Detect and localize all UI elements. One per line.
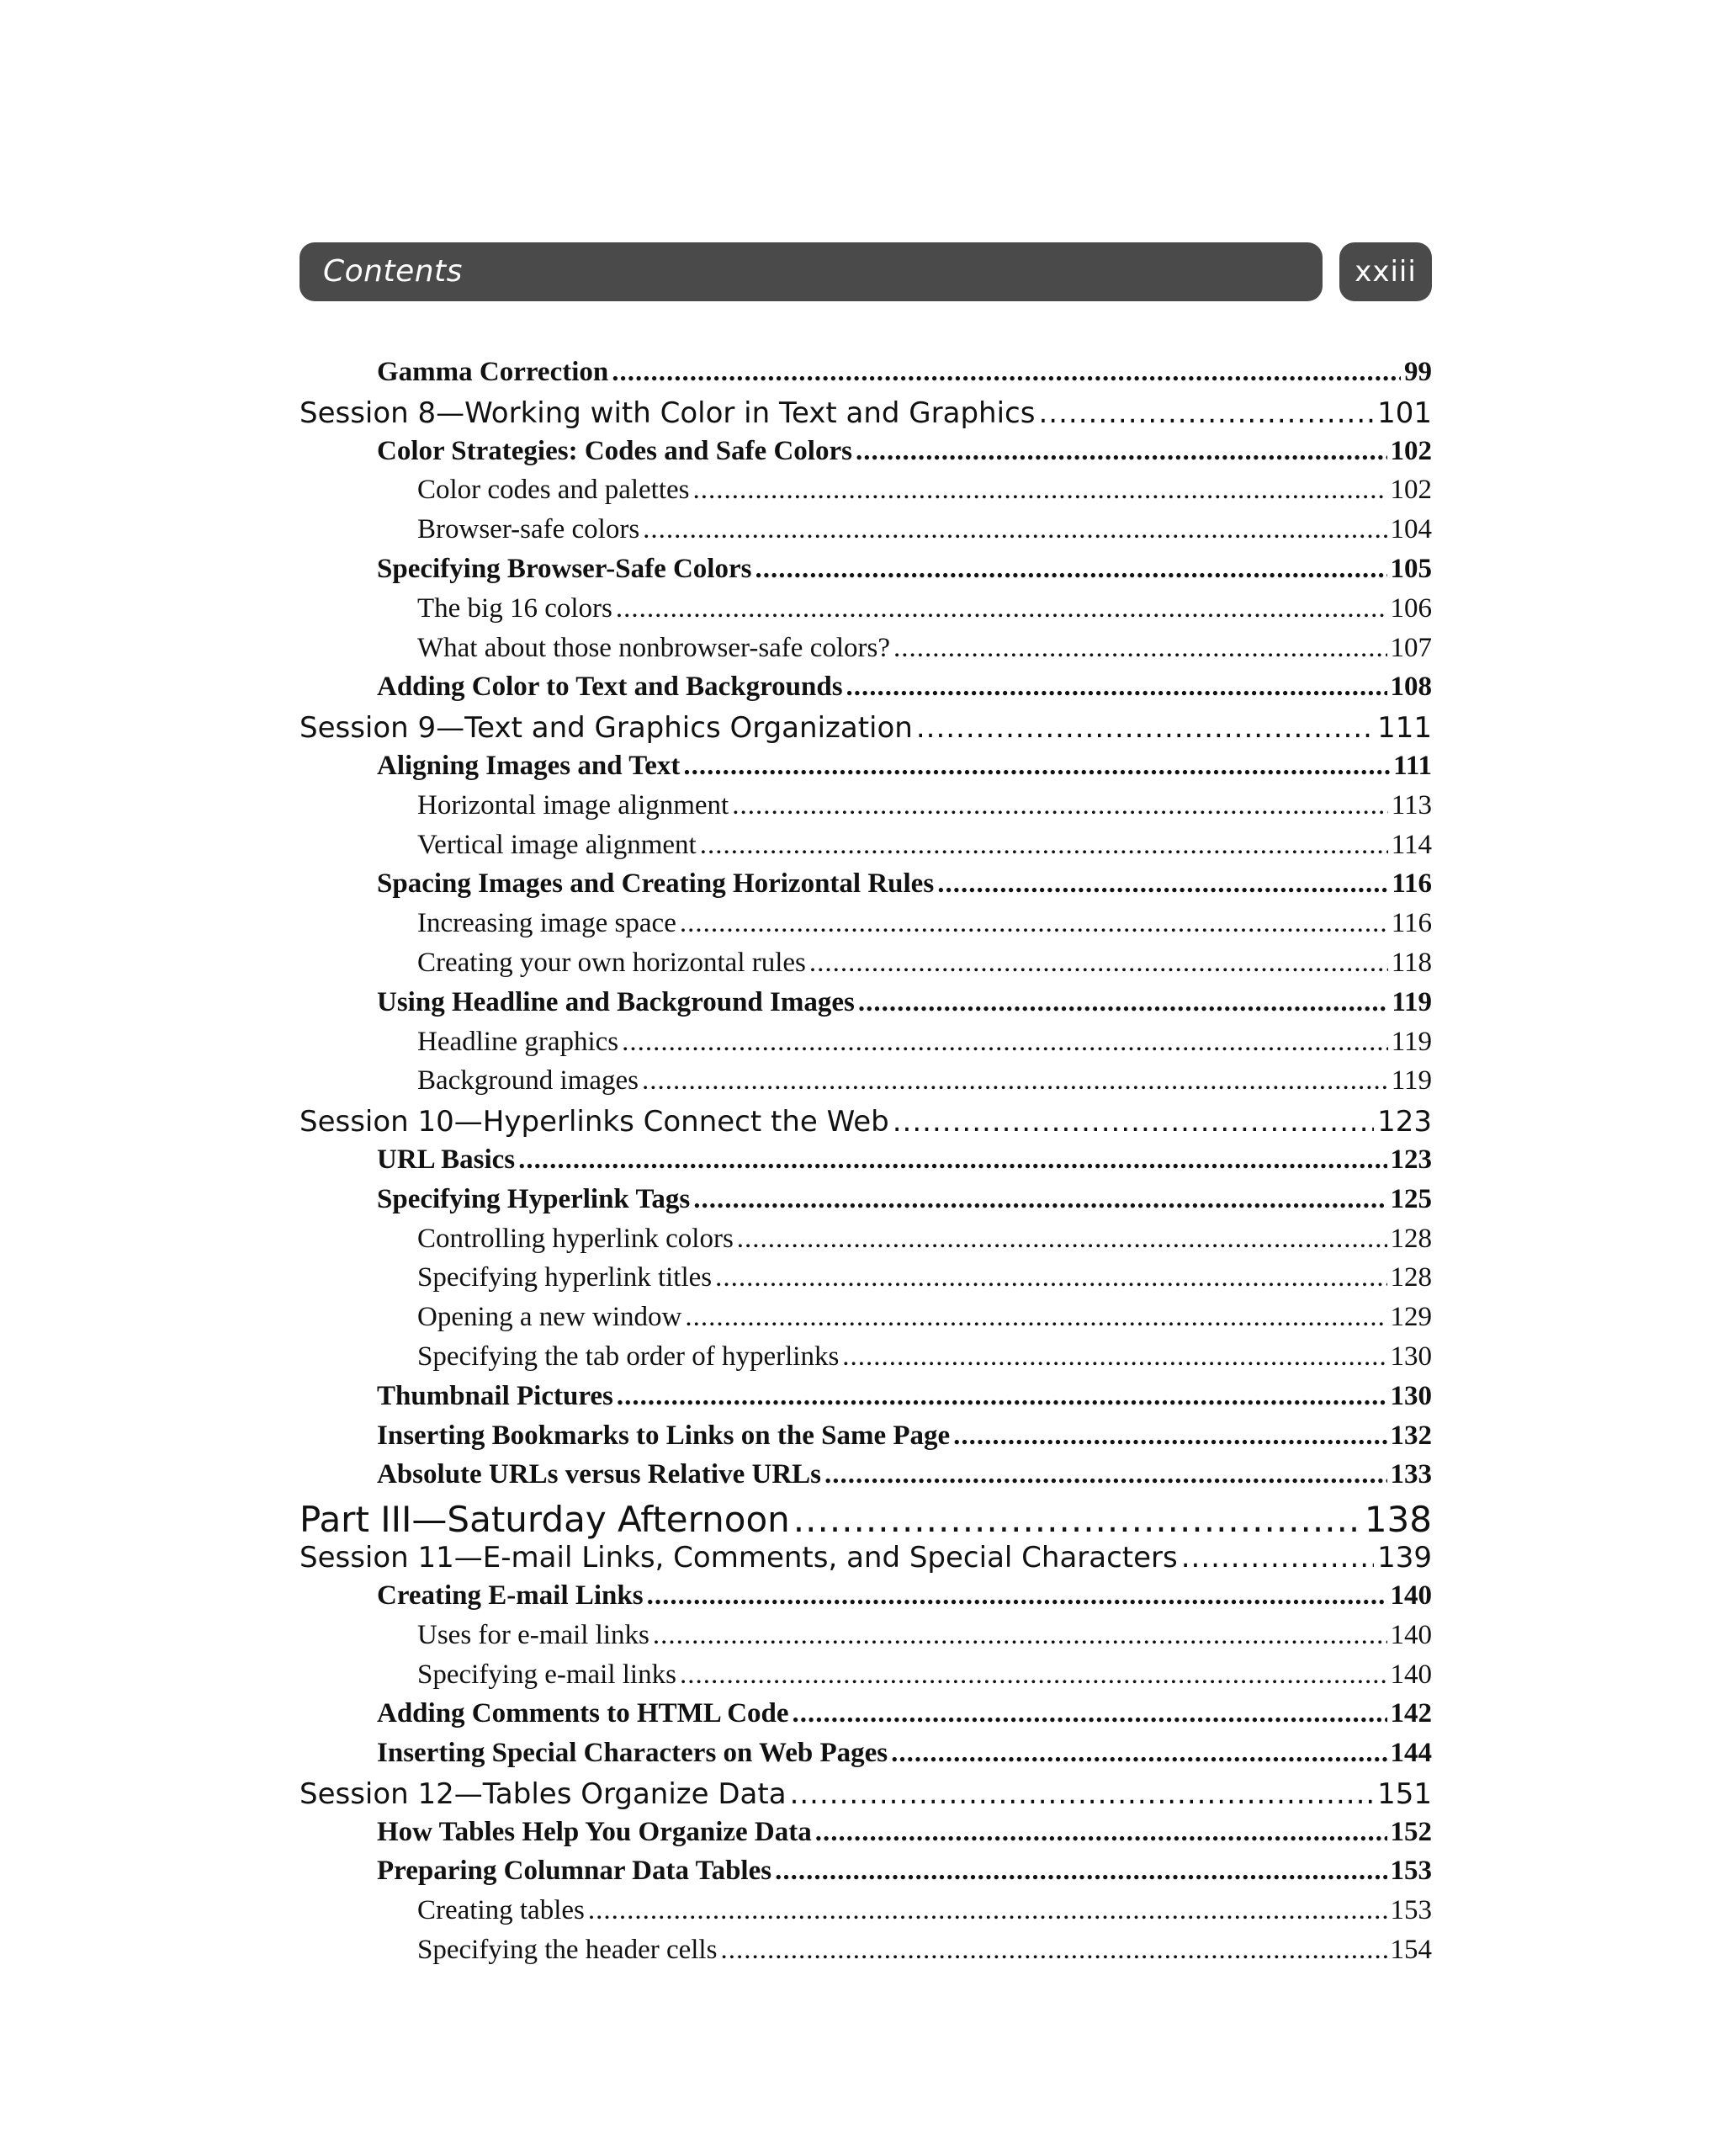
toc-entry-page: 118 [1391, 947, 1432, 978]
toc-entry [300, 987, 1432, 1027]
toc-entry-page: 113 [1391, 789, 1432, 820]
toc-entry-title: Adding Color to Text and Backgrounds [377, 672, 843, 703]
dot-leader [937, 868, 1388, 900]
toc-entry-page: 106 [1390, 592, 1432, 624]
toc-entry-page: 102 [1390, 435, 1432, 466]
toc-entry-title: The big 16 colors [417, 592, 612, 624]
dot-leader [916, 711, 1374, 745]
dot-leader [893, 1105, 1374, 1139]
toc-entry-title: Using Headline and Background Images [377, 986, 855, 1017]
toc-entry [300, 868, 1432, 908]
toc-entry-title: Specifying the header cells [417, 1935, 718, 1966]
dot-leader [953, 1421, 1386, 1452]
dot-leader [653, 1620, 1387, 1651]
toc-entry-title: Absolute URLs versus Relative URLs [377, 1459, 821, 1490]
toc-entry-title: Session 11—E-mail Links, Comments, and Special Characters [300, 1541, 1178, 1575]
toc-entry-title: Preparing Columnar Data Tables [377, 1856, 772, 1887]
toc-entry-page: 123 [1390, 1144, 1432, 1175]
toc-entry [300, 554, 1432, 593]
dot-leader [617, 1381, 1387, 1412]
toc-entry [300, 908, 1432, 948]
header-page-number: xxiii [1339, 242, 1432, 301]
toc-entry [300, 1895, 1432, 1935]
toc-entry-page: 123 [1377, 1105, 1432, 1139]
toc-entry [300, 1105, 1432, 1144]
toc-entry-page: 99 [1404, 357, 1432, 387]
dot-leader [693, 475, 1387, 506]
toc-entry-title: Inserting Special Characters on Web Pages [377, 1738, 888, 1769]
toc-entry-title: Increasing image space [417, 908, 676, 939]
toc-entry-title: Specifying e-mail links [417, 1659, 676, 1690]
toc-entry-page: 139 [1377, 1541, 1432, 1575]
dot-leader [775, 1856, 1386, 1887]
dot-leader [891, 1738, 1386, 1769]
dot-leader [685, 1302, 1386, 1333]
toc-entry-title: Creating tables [417, 1895, 585, 1926]
toc-entry [300, 751, 1432, 790]
toc-entry [300, 475, 1432, 514]
toc-entry-title: What about those nonbrowser-safe colors? [417, 632, 890, 663]
toc-entry-title: Specifying Browser-Safe Colors [377, 553, 752, 584]
dot-leader [715, 1262, 1386, 1293]
dot-leader [824, 1459, 1387, 1490]
toc-entry [300, 1184, 1432, 1224]
toc-entry-page: 130 [1390, 1341, 1432, 1372]
dot-leader [683, 751, 1390, 782]
toc-entry-title: Creating your own horizontal rules [417, 947, 806, 978]
toc-entry [300, 1580, 1432, 1620]
toc-entry-page: 153 [1390, 1856, 1432, 1887]
toc-entry-page: 128 [1390, 1262, 1432, 1293]
toc-entry-title: Opening a new window [417, 1302, 682, 1333]
toc-entry-page: 140 [1390, 1619, 1432, 1650]
toc-entry-title: Gamma Correction [377, 357, 609, 387]
toc-entry [300, 436, 1432, 475]
toc-entry-title: Horizontal image alignment [417, 789, 729, 820]
toc-entry [300, 1027, 1432, 1066]
dot-leader [858, 987, 1388, 1018]
toc-entry-page: 144 [1390, 1738, 1432, 1769]
toc-entry-page: 128 [1390, 1223, 1432, 1254]
dot-leader [809, 948, 1388, 979]
toc-entry-page: 102 [1390, 475, 1432, 506]
dot-leader [643, 514, 1386, 545]
toc-entry-page: 114 [1391, 829, 1432, 860]
dot-leader [612, 357, 1401, 388]
toc-entry [300, 1224, 1432, 1263]
toc-entry-title: Aligning Images and Text [377, 750, 681, 781]
dot-leader [518, 1144, 1386, 1176]
toc-entry-title: Headline graphics [417, 1026, 619, 1057]
toc-entry-page: 133 [1390, 1459, 1432, 1490]
toc-entry-page: 111 [1393, 750, 1432, 781]
toc-entry-title: Spacing Images and Creating Horizontal Rules [377, 868, 935, 900]
toc-entry [300, 1421, 1432, 1460]
toc-entry-page: 130 [1390, 1380, 1432, 1411]
dot-leader [856, 436, 1387, 467]
dot-leader [647, 1580, 1387, 1612]
header-bar [300, 242, 1323, 301]
toc-entry-title: Part III—Saturday Afternoon [300, 1499, 790, 1541]
toc-entry [300, 1499, 1432, 1541]
toc-entry-page: 153 [1390, 1895, 1432, 1926]
toc-entry [300, 1459, 1432, 1499]
dot-leader [793, 1698, 1387, 1729]
dot-leader [1181, 1541, 1374, 1575]
dot-leader [842, 1341, 1386, 1373]
toc-entry-title: Thumbnail Pictures [377, 1380, 613, 1411]
dot-leader [815, 1817, 1387, 1848]
toc-entry-page: 119 [1392, 986, 1432, 1017]
dot-leader [588, 1895, 1387, 1926]
dot-leader [790, 1777, 1375, 1811]
toc-entry [300, 1698, 1432, 1738]
toc-entry-title: Specifying Hyperlink Tags [377, 1183, 691, 1214]
dot-leader [693, 1184, 1386, 1215]
toc-entry [300, 1935, 1432, 1974]
toc-entry [300, 1817, 1432, 1856]
toc-entry [300, 1541, 1432, 1580]
dot-leader [755, 554, 1386, 585]
toc-entry-page: 101 [1377, 396, 1432, 430]
toc-entry-page: 154 [1390, 1935, 1432, 1966]
dot-leader [737, 1224, 1387, 1255]
toc-entry-title: Controlling hyperlink colors [417, 1223, 734, 1254]
toc-entry-page: 142 [1390, 1698, 1432, 1729]
toc-entry [300, 1262, 1432, 1302]
toc-entry [300, 948, 1432, 987]
toc-entry [300, 514, 1432, 554]
toc-entry-page: 140 [1390, 1580, 1432, 1611]
toc-entry [300, 1065, 1432, 1105]
toc-entry [300, 593, 1432, 633]
toc-entry-title: Color Strategies: Codes and Safe Colors [377, 435, 852, 466]
toc-entry-title: Specifying the tab order of hyperlinks [417, 1341, 840, 1372]
toc-entry [300, 357, 1432, 396]
toc-entry [300, 1777, 1432, 1817]
toc-entry [300, 633, 1432, 672]
dot-leader [700, 830, 1388, 861]
toc-entry-title: Adding Comments to HTML Code [377, 1698, 789, 1729]
toc-entry-title: Specifying hyperlink titles [417, 1262, 713, 1293]
toc-entry-page: 132 [1390, 1420, 1432, 1451]
toc-entry-page: 151 [1377, 1776, 1432, 1811]
toc-entry-page: 105 [1390, 553, 1432, 584]
toc-entry-title: Color codes and palettes [417, 475, 690, 506]
toc-entry [300, 1302, 1432, 1341]
header-title: Contents [323, 254, 463, 289]
dot-leader [680, 1659, 1387, 1691]
toc-entry-title: Uses for e-mail links [417, 1619, 649, 1650]
toc-entry [300, 1659, 1432, 1699]
toc-entry-title: Session 12—Tables Organize Data [300, 1776, 787, 1811]
toc-entry-page: 107 [1390, 632, 1432, 663]
toc-entry [300, 1856, 1432, 1895]
dot-leader [642, 1065, 1388, 1097]
toc-entry [300, 1381, 1432, 1421]
toc-entry [300, 830, 1432, 869]
dot-leader [846, 672, 1387, 703]
toc-entry-page: 138 [1364, 1499, 1432, 1541]
toc-entry-title: Background images [417, 1065, 639, 1097]
dot-leader [893, 633, 1387, 664]
toc-entry [300, 1144, 1432, 1184]
toc-entry-page: 125 [1390, 1183, 1432, 1214]
toc-entry-page: 119 [1391, 1026, 1432, 1057]
dot-leader [793, 1499, 1361, 1540]
toc-entry-title: URL Basics [377, 1144, 516, 1175]
toc-entry [300, 1738, 1432, 1777]
toc-entry-page: 152 [1390, 1816, 1432, 1847]
dot-leader [622, 1027, 1388, 1058]
toc-entry [300, 711, 1432, 751]
dot-leader [732, 790, 1388, 821]
toc-entry-title: Session 9—Text and Graphics Organization [300, 711, 913, 746]
toc-entry-title: Inserting Bookmarks to Links on the Same Page [377, 1420, 951, 1451]
dot-leader [616, 593, 1387, 624]
toc-entry-page: 129 [1390, 1302, 1432, 1333]
toc-entry-page: 140 [1390, 1659, 1432, 1690]
toc-entry-page: 116 [1391, 908, 1432, 939]
toc-entry-page: 111 [1377, 711, 1432, 746]
toc-entry [300, 790, 1432, 830]
toc-entry-title: Session 10—Hyperlinks Connect the Web [300, 1105, 889, 1139]
running-header [300, 242, 1432, 301]
table-of-contents [300, 357, 1432, 1974]
dot-leader [720, 1935, 1386, 1966]
toc-entry [300, 396, 1432, 436]
toc-entry-title: Session 8—Working with Color in Text and Graphics [300, 396, 1036, 430]
toc-entry-page: 116 [1392, 868, 1432, 900]
toc-entry-title: Creating E-mail Links [377, 1580, 644, 1611]
toc-entry [300, 1620, 1432, 1659]
toc-entry-title: Browser-safe colors [417, 514, 640, 545]
toc-entry [300, 672, 1432, 711]
toc-entry-title: How Tables Help You Organize Data [377, 1816, 812, 1847]
dot-leader [680, 908, 1388, 939]
toc-entry-page: 104 [1390, 514, 1432, 545]
toc-entry-page: 108 [1390, 672, 1432, 703]
toc-entry-title: Vertical image alignment [417, 829, 697, 860]
toc-entry [300, 1341, 1432, 1381]
dot-leader [1038, 396, 1374, 430]
toc-entry-page: 119 [1391, 1065, 1432, 1097]
